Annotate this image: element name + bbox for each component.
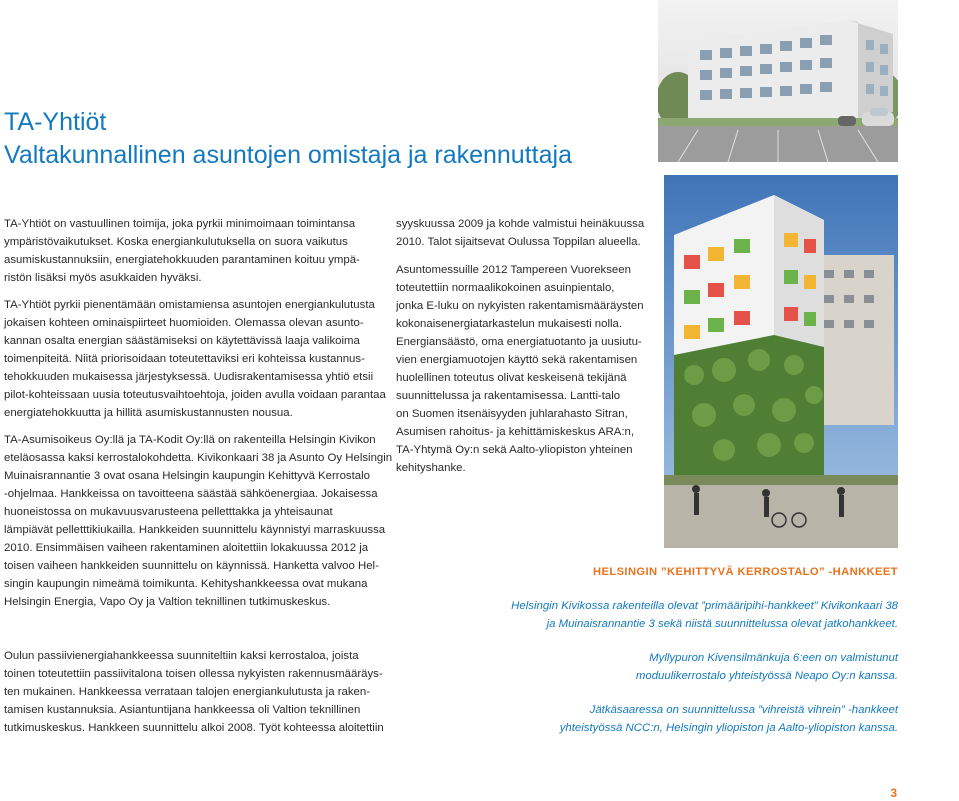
text-line: Helsingin Energia, Vapo Oy ja Valtion teknillinen tutkimuskeskus.: [4, 596, 331, 608]
text-line: Asumisen rahoitus- ja kehittämiskeskus ARA:n,: [396, 426, 635, 438]
projects-box: [480, 563, 898, 753]
building-illustration-white: [658, 0, 898, 162]
text-line: eteläosassa kaksi kerrostalokohdetta. Kivikonkaari 38 ja Asunto Oy Helsingin: [4, 452, 393, 464]
text-line: TA-Yhtiöt pyrkii pienentämään omistamiensa asuntojen energiankulutusta: [4, 299, 375, 311]
paragraph-intro: [4, 215, 384, 287]
text-line: tutkimuskeskus. Hankkeen suunnittelu alkoi 2008. Työt kohteessa aloitettiin: [4, 722, 384, 734]
text-line: toteutettiin normaalikokoinen asuinpientalo,: [396, 282, 615, 294]
text-line: asumiskustannuksiin, energiatehokkuuden parantaminen koituu ympä-: [4, 254, 360, 266]
building-photo-top: [658, 0, 898, 162]
building-illustration-green-facade: [664, 175, 898, 548]
paragraph-lantti: [396, 261, 666, 477]
left-column-upper: [4, 215, 393, 620]
text-line: tamisen kustannuksia. Asiantuntijana hankkeessa oli Valtion teknillinen: [4, 704, 361, 716]
box-paragraph-jatkasaari: [480, 701, 898, 737]
text-line: -ohjelmaa. Hankkeissa on tavoitteena säästää sähköenergiaa. Jokaisessa: [4, 488, 378, 500]
text-line: TA-Yhtiöt on vastuullinen toimija, joka pyrkii minimoimaan toimintansa: [4, 218, 356, 230]
text-line: TA-Asumisoikeus Oy:llä ja TA-Kodit Oy:llä on rakenteilla Helsingin Kivikon: [4, 434, 376, 446]
text-line: Myllypuron Kivensilmänkuja 6:een on valmistunut: [649, 652, 898, 664]
text-line: syyskuussa 2009 ja kohde valmistui heinäkuussa: [396, 218, 645, 230]
box-paragraph-kivikko: [480, 597, 898, 633]
text-line: on Suomen itsenäisyyden juhlarahasto Sitran,: [396, 408, 628, 420]
box-paragraph-myllypuro: [480, 649, 898, 685]
text-line: ympäristövaikutukset. Koska energiankulutuksella on suora vaikutus: [4, 236, 348, 248]
paragraph-energy: [4, 296, 384, 422]
page-number: 3: [890, 786, 897, 800]
text-line: tehokkuuden mukaisessa järjestyksessä. Uudisrakentamisessa yhtiö etsii: [4, 371, 374, 383]
text-line: moduulikerrostalo yhteistyössä Neapo Oy:n kanssa.: [635, 670, 898, 682]
text-line: yhteistyössä NCC:n, Helsingin yliopiston ja Aalto-yliopiston kanssa.: [559, 722, 898, 734]
left-column-lower: [4, 647, 384, 746]
text-line: ten mukainen. Hankkeessa verrataan talojen energiankulutusta ja raken-: [4, 686, 370, 698]
text-line: kokonaisenergiatarkastelun mukaisesti nolla.: [396, 318, 623, 330]
text-line: singin kaupungin nimeämä toimikunta. Kehityshankkeessa ovat mukana: [4, 578, 368, 590]
title-line-2: Valtakunnallinen asuntojen omistaja ja rakennuttaja: [4, 141, 572, 169]
text-line: Energiansäästö, oma energiatuotanto ja uusiutu-: [396, 336, 642, 348]
text-line: toinen toteutettiin passiivitalona toisen ollessa nykyisten rakennusmääräys-: [4, 668, 383, 680]
text-line: 2010. Talot sijaitsevat Oulussa Toppilan alueella.: [396, 236, 641, 248]
right-column: [396, 215, 666, 486]
text-line: kannan osalta energian säästämiseksi on käytettävissä laaja valikoima: [4, 335, 360, 347]
box-title: HELSINGIN ”KEHITTYVÄ KERROSTALO” -HANKKEET: [593, 566, 898, 578]
text-line: toimenpiteitä. Niitä priorisoidaan toteutettaviksi eri kohteissa kustannus-: [4, 353, 365, 365]
paragraph-kivikko: [4, 431, 393, 611]
text-line: jokaisen kohteen ominaispiirteet huomioiden. Olemassa olevan asunto-: [4, 317, 364, 329]
page-title: [4, 106, 572, 172]
text-line: kehityshanke.: [396, 462, 466, 474]
text-line: vien energiamuotojen käyttö sekä rakentamisen: [396, 354, 638, 366]
text-line: 2010. Ensimmäisen vaiheen rakentaminen aloitettiin lokakuussa 2012 ja: [4, 542, 369, 554]
text-line: Oulun passiivienergiahankkeessa suunniteltiin kaksi kerrostaloa, joista: [4, 650, 359, 662]
text-line: lämpiävät pelletttikiukailla. Hankkeiden suunnittelu käynnistyi marraskuussa: [4, 524, 386, 536]
paragraph-oulu-continued: [396, 215, 666, 251]
text-line: ja Muinaisrannantie 3 sekä niistä suunnittelussa olevat jatkohankkeet.: [546, 618, 898, 630]
title-line-1: TA-Yhtiöt: [4, 108, 107, 136]
text-line: energiatehokkuutta ja hillitä asumiskustannusten nousua.: [4, 407, 293, 419]
text-line: jonka E-luku on nykyisten rakentamismääräysten: [396, 300, 644, 312]
building-photo-colorful: [664, 175, 898, 548]
text-line: Helsingin Kivikossa rakenteilla olevat ”primääripihi-hankkeet” Kivikonkaari 38: [511, 600, 898, 612]
text-line: huolellinen toteutus olivat keskeisenä tekijänä: [396, 372, 627, 384]
text-line: huoneistossa on mukavuusvarusteena pelletttakka ja yhteisaunat: [4, 506, 333, 518]
text-line: TA-Yhtymä Oy:n sekä Aalto-yliopiston yhteinen: [396, 444, 633, 456]
text-line: suunnittelussa ja rakentamisessa. Lantti-talo: [396, 390, 621, 402]
paragraph-oulu: [4, 647, 384, 737]
text-line: Asuntomessuille 2012 Tampereen Vuorekseen: [396, 264, 631, 276]
text-line: pilot-kohteissaan uusia toteutusvaihtoehtoja, joiden avulla voidaan parantaa: [4, 389, 386, 401]
text-line: toisen vaiheen hankkeiden suunnittelu on käynnissä. Hanketta valvoo Hel-: [4, 560, 379, 572]
text-line: ristön lisäksi myös asukkaiden hyväksi.: [4, 272, 202, 284]
text-line: Jätkäsaaressa on suunnittelussa ”vihreistä vihrein” -hankkeet: [589, 704, 898, 716]
text-line: Muinaisrannantie 3 ovat osana Helsingin kaupungin Kehittyvä Kerrostalo: [4, 470, 370, 482]
